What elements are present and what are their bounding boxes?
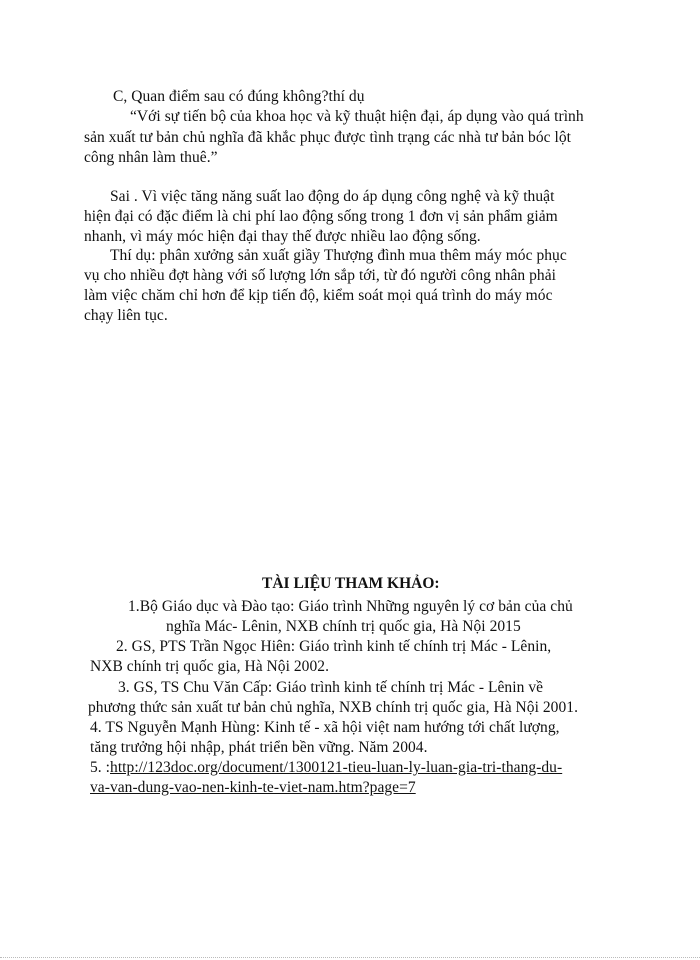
question-quote-line: “Với sự tiến bộ của khoa học và kỹ thuật hiện đại, áp dụng vào quá trình xyxy=(130,108,584,125)
example-line: Thí dụ: phân xưởng sản xuất giầy Thượng đình mua thêm máy móc phục xyxy=(110,247,567,264)
example-line: làm việc chăm chỉ hơn để kịp tiến độ, kiểm soát mọi quá trình do máy móc xyxy=(84,287,553,304)
example-line: vụ cho nhiều đợt hàng với số lượng lớn sắp tới, từ đó người công nhân phải xyxy=(84,267,556,284)
question-quote-line: sản xuất tư bản chủ nghĩa đã khắc phục được tình trạng các nhà tư bản bóc lột xyxy=(84,129,572,146)
reference-4-line: tăng trưởng hội nhập, phát triển bền vững. Năm 2004. xyxy=(90,739,428,756)
example-line: chạy liên tục. xyxy=(84,307,168,324)
reference-5-line xyxy=(90,778,416,798)
reference-5-link-continued[interactable]: va-van-dung-vao-nen-kinh-te-viet-nam.htm?page=7 xyxy=(90,779,416,796)
page-bottom-edge xyxy=(0,957,700,958)
reference-5-prefix: 5. : xyxy=(90,759,111,776)
answer-line: nhanh, vì máy móc hiện đại thay thế được nhiều lao động sống. xyxy=(84,228,481,245)
reference-2-line: 2. GS, PTS Trần Ngọc Hiên: Giáo trình kinh tế chính trị Mác - Lênin, xyxy=(116,638,552,655)
reference-3-line: 3. GS, TS Chu Văn Cấp: Giáo trình kinh tế chính trị Mác - Lênin về xyxy=(118,679,544,696)
reference-5-link[interactable]: http://123doc.org/document/1300121-tieu-luan-ly-luan-gia-tri-thang-du- xyxy=(110,759,563,776)
reference-5-line xyxy=(90,758,562,778)
reference-3-line: phương thức sản xuất tư bản chủ nghĩa, NXB chính trị quốc gia, Hà Nội 2001. xyxy=(88,699,579,716)
reference-4-line: 4. TS Nguyễn Mạnh Hùng: Kinh tế - xã hội việt nam hướng tới chất lượng, xyxy=(90,719,560,736)
answer-line: hiện đại có đặc điểm là chi phí lao động sống trong 1 đơn vị sản phẩm giảm xyxy=(84,208,558,225)
reference-2-line: NXB chính trị quốc gia, Hà Nội 2002. xyxy=(90,658,329,675)
question-label: C, Quan điểm sau có đúng không?thí dụ xyxy=(113,88,365,105)
answer-line: Sai . Vì việc tăng năng suất lao động do áp dụng công nghệ và kỹ thuật xyxy=(110,188,555,205)
reference-1-line: 1.Bộ Giáo dục và Đào tạo: Giáo trình Những nguyên lý cơ bản của chủ xyxy=(128,598,573,615)
references-title: TÀI LIỆU THAM KHẢO: xyxy=(262,575,440,592)
question-quote-line: công nhân làm thuê.” xyxy=(84,149,218,166)
reference-1-line: nghĩa Mác- Lênin, NXB chính trị quốc gia, Hà Nội 2015 xyxy=(166,618,521,635)
